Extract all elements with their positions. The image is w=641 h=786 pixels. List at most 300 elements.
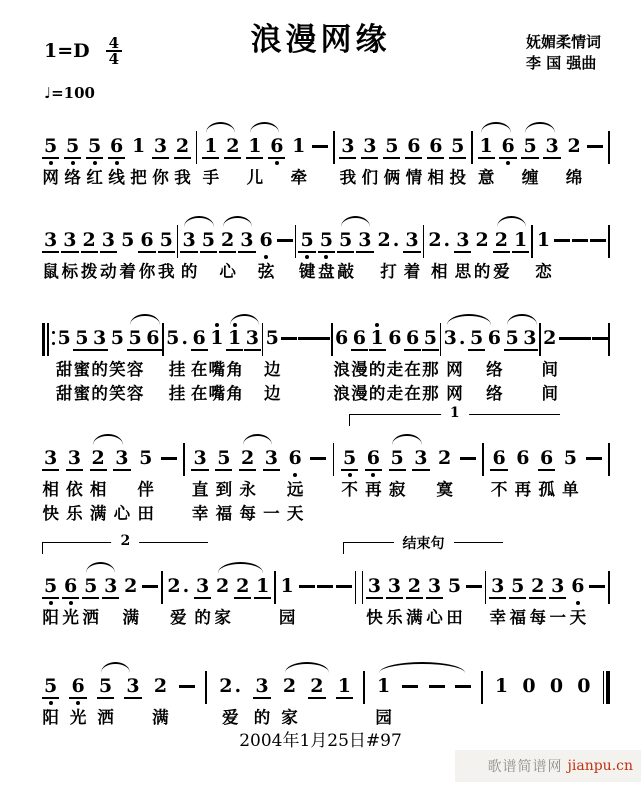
note-number: 1: [280, 575, 294, 597]
note-token: [279, 562, 296, 630]
note-token: [565, 122, 582, 190]
note-number: 2: [407, 575, 422, 597]
slur-arc: [379, 662, 465, 673]
dash-duration: [589, 562, 605, 588]
note-number: 2: [310, 675, 324, 697]
barline-mark: [295, 225, 297, 258]
note-number: 0: [577, 675, 591, 697]
barline: [608, 434, 610, 476]
note-token: [91, 314, 108, 406]
note-token: [490, 434, 507, 526]
ending-bracket: [349, 405, 560, 426]
lyric-char: 蜜: [73, 360, 91, 379]
lyric-char: 情: [405, 168, 423, 187]
note-token: [263, 434, 280, 526]
dash-duration: [586, 434, 602, 460]
note-number: 6: [366, 447, 380, 469]
note-token: [369, 314, 386, 406]
octave-dot-low: [293, 473, 297, 477]
barline-mark: [608, 323, 610, 356]
lyric-char-verse2: [544, 502, 550, 526]
note-number: 5: [87, 135, 102, 157]
barline: [481, 662, 483, 704]
lyric-char-verse2: 漫: [351, 384, 368, 403]
note-token: [164, 314, 190, 406]
lyric-char: 的: [194, 608, 211, 627]
notation-row: [42, 434, 610, 526]
note-number: 1: [536, 229, 551, 251]
octave-dot-low: [49, 601, 53, 605]
lyric-char: 心: [219, 262, 236, 281]
note-number: 3: [456, 229, 470, 251]
note-token: [365, 434, 382, 526]
note-token: [287, 434, 304, 526]
barline: [531, 216, 533, 258]
note-number: 3: [182, 229, 196, 251]
note-token: [520, 662, 537, 730]
note-number: 6: [429, 135, 443, 157]
lyric-char-verse2: 笑: [109, 384, 126, 403]
note-number: 2: [153, 675, 168, 697]
lyric-char-verse2: 一: [263, 504, 280, 523]
octave-dot-high: [233, 323, 237, 327]
credits: [526, 32, 601, 74]
lyric-char-verse2: [370, 502, 376, 526]
note-number: 2: [124, 575, 138, 597]
note-number: 3: [245, 327, 259, 349]
note-number: 3: [44, 229, 58, 251]
lyric-char: 着: [403, 262, 421, 281]
lyric-char-verse2: 嘴: [208, 384, 226, 403]
lyric-char: 的: [91, 360, 108, 379]
lyric-char: 天: [569, 608, 587, 627]
lyric-char: 网: [446, 360, 463, 379]
note-number: 3: [240, 229, 254, 251]
lyric-char: 幸: [489, 608, 506, 627]
barline: [608, 122, 610, 164]
note-token: [341, 434, 358, 526]
augmentation-dot: .: [234, 675, 242, 697]
dash-duration: [281, 314, 297, 340]
note-token: [426, 562, 443, 630]
note-token: [124, 662, 141, 730]
note-token: [538, 434, 555, 526]
lyric-char-verse2: [474, 382, 480, 406]
note-number: 5: [139, 447, 153, 469]
barline-mark: [423, 225, 425, 258]
note-token: [264, 314, 281, 406]
note-number: 2: [236, 575, 250, 597]
note-token: [238, 216, 255, 284]
lyric-char: 单: [562, 480, 579, 499]
barline: [333, 434, 335, 476]
note-number: 1: [494, 675, 509, 697]
dash-duration: [336, 562, 352, 588]
note-number: 1: [248, 135, 262, 157]
lyric-char: 不: [490, 480, 508, 499]
lyric-char: 弦: [257, 262, 275, 281]
note-number: 1: [204, 135, 218, 157]
note-token: [569, 562, 586, 630]
watermark-site: 歌谱简谱网: [487, 759, 563, 775]
dash-line: [592, 337, 608, 340]
note-number: 3: [63, 229, 77, 251]
lyric-char-verse2: 天: [286, 504, 304, 523]
note-number: 5: [319, 229, 333, 251]
note-number: 5: [75, 327, 89, 349]
note-token: [521, 122, 538, 190]
augmentation-dot: .: [182, 575, 190, 597]
lyric-char: 们: [361, 168, 379, 187]
lyric-char: 动: [100, 262, 117, 281]
note-number: 3: [153, 135, 168, 157]
dash-line: [298, 337, 314, 340]
note-number: 2: [543, 327, 557, 349]
note-number: 1: [514, 229, 528, 251]
lyric-char: [119, 478, 125, 502]
dash-line: [559, 337, 575, 340]
barline-mark: [161, 571, 163, 604]
octave-dot-low: [506, 161, 510, 165]
barline: [423, 216, 425, 258]
notation-row: [42, 314, 610, 406]
note-number: 3: [93, 327, 107, 349]
barline-mark: [481, 671, 483, 704]
lyric-char-verse2: 田: [137, 504, 154, 523]
lyric-char: 寞: [436, 480, 453, 499]
lyric-char-verse2: [347, 502, 353, 526]
lyric-char: [518, 260, 524, 284]
note-number: 2: [282, 675, 297, 697]
lyric-char-verse2: [249, 382, 255, 406]
lyric-char-verse2: 浪: [333, 384, 350, 403]
lyric-char: 俩: [383, 168, 401, 187]
note-number: 5: [342, 447, 357, 469]
barline-mark: [205, 671, 207, 704]
dash-line: [587, 145, 603, 148]
barline-mark: [608, 443, 610, 476]
lyric-char: 永: [239, 480, 256, 499]
note-token: [422, 314, 439, 406]
lyric-char: [108, 606, 114, 630]
lyric-char: 相: [427, 168, 445, 187]
note-number: 3: [196, 575, 210, 597]
note-token: [478, 122, 495, 190]
note-token: [403, 216, 420, 284]
note-number: 3: [44, 447, 58, 469]
note-token: [493, 662, 510, 730]
lyric-char: 走: [386, 360, 404, 379]
note-number: 3 .: [443, 327, 466, 349]
lyric-char: 打: [380, 262, 397, 281]
lyric-char: 满: [406, 608, 423, 627]
lyric-char: 园: [278, 608, 296, 627]
note-token: [405, 122, 422, 190]
lyric-char: 挂: [168, 360, 186, 379]
note-token: [535, 216, 552, 284]
lyric-char-verse2: 间: [541, 384, 558, 403]
dash-line: [589, 585, 605, 588]
lyric-char-verse2: 边: [263, 384, 281, 403]
octave-dot-high: [375, 323, 379, 327]
note-number: 6: [406, 327, 420, 349]
lyric-char-verse2: 心: [113, 504, 131, 523]
note-number: 5: [65, 135, 80, 157]
note-token: [56, 314, 73, 406]
note-token: [42, 434, 59, 526]
barline-mark: [274, 571, 276, 604]
lyric-char-verse2: [567, 502, 573, 526]
augmentation-dot: .: [458, 327, 466, 349]
lyric-char: 我: [339, 168, 357, 187]
note-token: [64, 122, 81, 190]
lyric-char: 你: [138, 262, 156, 281]
note-number: 3: [414, 447, 428, 469]
note-number: 5: [110, 327, 124, 349]
note-token: [351, 314, 368, 406]
lyric-char: 容: [126, 360, 144, 379]
note-token: [258, 216, 275, 284]
lyric-char: 我: [174, 168, 191, 187]
note-number: 5: [98, 675, 113, 697]
note-token: [62, 562, 79, 630]
lyric-char: 阳: [42, 708, 59, 727]
dash-line: [179, 685, 195, 688]
note-token: [512, 216, 529, 284]
octave-dot-low: [371, 473, 375, 477]
lyric-char: 牵: [290, 168, 308, 187]
dash-line: [277, 239, 293, 242]
octave-dot-low: [69, 601, 73, 605]
note-token: [281, 662, 298, 730]
note-token: [504, 314, 521, 406]
repeat-start-mark: [42, 323, 55, 356]
lyric-char: 拨: [80, 262, 98, 281]
note-number: 3: [387, 575, 401, 597]
lyric-char: 爱: [493, 262, 510, 281]
dash-duration: [460, 434, 476, 460]
note-number: 1: [377, 675, 391, 697]
note-token: [375, 662, 392, 730]
dash-line: [336, 585, 352, 588]
lyric-char: 相: [89, 480, 107, 499]
lyric-char-verse2: 幸: [191, 504, 209, 523]
note-number: 3: [255, 675, 269, 697]
notation-row: [42, 562, 610, 630]
ending-bracket-label: 2: [111, 533, 139, 549]
lyric-char-verse2: 在: [190, 384, 208, 403]
note-token: [119, 216, 136, 284]
lyric-char: 你: [152, 168, 169, 187]
note-number: 3: [523, 327, 537, 349]
barline: [485, 562, 487, 604]
lyric-char: 相: [42, 480, 59, 499]
lyric-char-verse2: 走: [386, 384, 404, 403]
dash-line: [572, 239, 588, 242]
note-number: 5: [447, 575, 462, 597]
lyric-char: 红: [86, 168, 103, 187]
lyric-char: [240, 606, 246, 630]
note-number: 1: [210, 327, 224, 349]
lyric-char: 的: [473, 262, 491, 281]
barline-mark: [471, 131, 473, 164]
dash-line: [310, 457, 326, 460]
barline: [177, 216, 179, 258]
lyric-char: 寂: [388, 480, 406, 499]
dash-line: [161, 457, 177, 460]
note-number: 2: [475, 229, 489, 251]
note-number: 6: [388, 327, 402, 349]
lyric-char: 着: [119, 262, 136, 281]
lyric-char: 一: [549, 608, 567, 627]
lyric-char: 福: [509, 608, 526, 627]
lyric-char: [244, 260, 250, 284]
note-number: 5: [44, 135, 58, 157]
final-barline: [603, 662, 610, 704]
lyric-char: 到: [215, 480, 233, 499]
lyric-char-verse2: [527, 382, 533, 406]
barline-mark: [531, 225, 533, 258]
dash-duration: [312, 122, 328, 148]
note-number: 3: [427, 575, 442, 597]
dash-duration: [179, 662, 195, 688]
lyric-char: [418, 478, 424, 502]
note-token: [97, 662, 114, 730]
note-token: [575, 662, 592, 730]
dash-duration: [142, 562, 158, 588]
lyric-char: [509, 358, 515, 382]
note-token: [200, 216, 217, 284]
lyric-char: [362, 260, 368, 284]
note-number: 5: [121, 229, 135, 251]
note-token: [42, 216, 59, 284]
note-number: 3: [67, 447, 81, 469]
augmentation-dot: .: [443, 229, 451, 251]
lyric-char: 阳: [42, 608, 59, 627]
dash-line: [281, 337, 297, 340]
note-token: [194, 562, 211, 630]
lyric-char: 在: [404, 360, 421, 379]
lyric-char: 远: [286, 480, 304, 499]
note-number: 5: [84, 575, 98, 597]
lyric-char: 键: [298, 262, 316, 281]
note-token: [376, 216, 402, 284]
dash-line: [455, 685, 471, 688]
note-token: [138, 216, 155, 284]
score-line: [42, 216, 610, 284]
barline: [471, 122, 473, 164]
note-token: [244, 314, 261, 406]
lyric-char: 不: [341, 480, 358, 499]
lyric-char: 的: [368, 360, 386, 379]
barline-mark: [608, 131, 610, 164]
lyric-char: 依: [66, 480, 83, 499]
note-token: [268, 122, 285, 190]
note-number: 6: [64, 575, 78, 597]
note-token: [202, 122, 219, 190]
note-number: 2: [91, 447, 105, 469]
key-signature: 1=D: [44, 40, 90, 62]
lyric-char: 再: [514, 480, 532, 499]
note-token: [239, 434, 256, 526]
note-number: 2: [241, 447, 255, 469]
note-token: [254, 562, 271, 630]
barline-mark: [482, 443, 484, 476]
note-token: [127, 314, 144, 406]
dash-duration: [314, 314, 330, 340]
lyric-char: [150, 358, 156, 382]
lyric-char-verse2: [509, 382, 515, 406]
octave-dot-low: [93, 161, 97, 165]
credit-composer: 李 国 强曲: [525, 54, 597, 72]
dash-duration: [590, 216, 606, 242]
note-number: 6: [146, 327, 160, 349]
note-token: [336, 662, 353, 730]
lyric-char: 漫: [351, 360, 368, 379]
lyric-char: 甜: [55, 360, 73, 379]
lyric-char: 投: [449, 168, 467, 187]
lyric-char: [260, 606, 266, 630]
lyric-char: 标: [61, 262, 79, 281]
note-token: [562, 434, 579, 526]
lyric-char: 再: [365, 480, 382, 499]
lyric-char: 田: [446, 608, 463, 627]
note-number: 6: [288, 447, 302, 469]
note-token: [412, 434, 429, 526]
lyric-char: 线: [108, 168, 125, 187]
octave-dot-low: [576, 601, 580, 605]
note-token: [42, 662, 59, 730]
note-token: [383, 122, 400, 190]
note-number: 6: [492, 447, 506, 469]
dash-line: [142, 585, 158, 588]
note-token: [226, 314, 243, 406]
lyric-char: 家: [214, 608, 231, 627]
octave-dot-low: [324, 255, 328, 259]
tempo-value: =100: [51, 84, 95, 102]
barline-mark: [196, 131, 198, 164]
lyric-char: 满: [152, 708, 169, 727]
note-number: 1: [479, 135, 493, 157]
note-number: 5: [128, 327, 142, 349]
lyric-char-verse2: 每: [239, 504, 256, 523]
notation-row: [42, 662, 610, 730]
lyric-char: 络: [64, 168, 81, 187]
lyric-char: 络: [486, 360, 503, 379]
note-number: 2 .: [428, 229, 451, 251]
lyric-char: 相: [430, 262, 448, 281]
lyric-char: [527, 358, 533, 382]
dash-line: [554, 239, 570, 242]
note-number: 5: [563, 447, 577, 469]
watermark-domain[interactable]: jianpu.cn: [567, 758, 633, 774]
barline: [161, 562, 163, 604]
note-number: 2: [531, 575, 545, 597]
note-token: [42, 562, 59, 630]
lyric-char: 鼠: [42, 262, 59, 281]
note-number: 0: [522, 675, 536, 697]
lyric-char-verse2: [496, 502, 502, 526]
credit-lyricist: 妩媚柔情词: [525, 33, 601, 51]
note-token: [499, 122, 516, 190]
barline: [363, 662, 365, 704]
note-number: 5: [201, 229, 215, 251]
ending-bracket-label: 结束句: [394, 533, 454, 553]
note-token: [386, 314, 403, 406]
lyric-char: 浪: [333, 360, 350, 379]
dash-duration: [466, 562, 482, 588]
lyric-char: 笑: [109, 360, 126, 379]
